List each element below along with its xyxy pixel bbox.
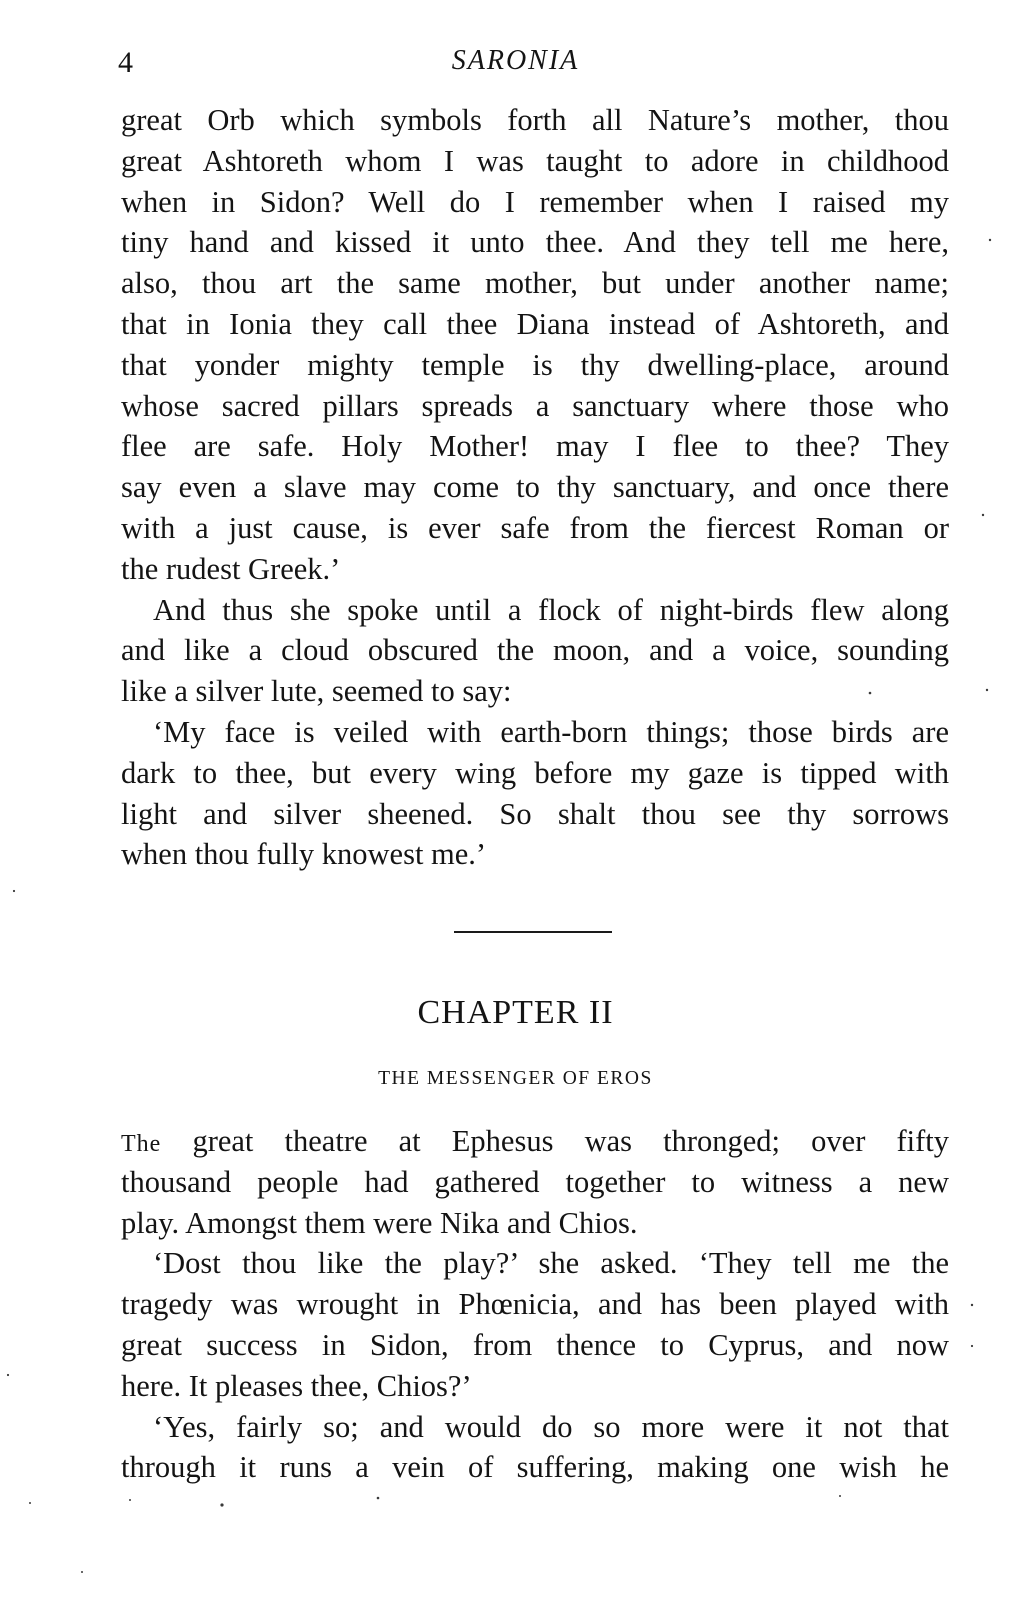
- text-line-fragment: great theatre at Ephesus was thronged; over fifty: [192, 1124, 950, 1158]
- chapter-subtitle: THE MESSENGER OF EROS: [378, 1068, 653, 1089]
- text-line: say even a slave may come to thy sanctuary, and once there: [121, 470, 949, 505]
- text-line: when thou fully knowest me.’: [121, 837, 487, 872]
- speck: [7, 1374, 9, 1376]
- text-line: tiny hand and kissed it unto thee. And they tell me here,: [121, 225, 949, 260]
- section-divider: [454, 931, 612, 933]
- text-line: ‘My face is veiled with earth-born things; those birds are: [153, 714, 949, 749]
- text-line: that yonder mighty temple is thy dwelling-place, around: [121, 347, 949, 382]
- speck: [982, 514, 984, 516]
- speck: [839, 1495, 841, 1497]
- speck: [986, 689, 988, 691]
- text-line: thousand people had gathered together to witness a new: [121, 1164, 949, 1199]
- text-line: light and silver sheened. So shalt thou see thy sorrows: [121, 796, 949, 831]
- text-line: tragedy was wrought in Phœnicia, and has been played with: [121, 1287, 949, 1322]
- text-line: that in Ionia they call thee Diana instead of Ashtoreth, and: [121, 306, 949, 341]
- text-line: dark to thee, but every wing before my gaze is tipped with: [121, 755, 949, 790]
- text-line: like a silver lute, seemed to say:: [121, 674, 512, 709]
- page-number: 4: [118, 46, 133, 79]
- text-line: and like a cloud obscured the moon, and a voice, sounding: [121, 633, 949, 668]
- text-line: the rudest Greek.’: [121, 551, 341, 586]
- text-line: when in Sidon? Well do I remember when I raised my: [121, 184, 949, 219]
- speck: [989, 239, 991, 241]
- speck: [971, 1345, 973, 1347]
- text-line: flee are safe. Holy Mother! may I flee to thee? They: [121, 429, 949, 464]
- speck: [13, 890, 15, 892]
- text-line: play. Amongst them were Nika and Chios.: [121, 1205, 638, 1240]
- opening-line: [121, 1121, 949, 1162]
- bottom-text-block: [121, 1121, 949, 1488]
- text-line: great Orb which symbols forth all Nature’s mother, thou: [121, 103, 949, 137]
- text-line: with a just cause, is ever safe from the fiercest Roman or: [121, 510, 949, 545]
- top-text-block: [121, 100, 949, 875]
- text-line: whose sacred pillars spreads a sanctuary where those who: [121, 388, 949, 423]
- speck: [29, 1502, 31, 1504]
- text-line: And thus she spoke until a flock of night-birds flew along: [153, 592, 949, 627]
- text-line: here. It pleases thee, Chios?’: [121, 1368, 472, 1403]
- speck: [81, 1571, 83, 1573]
- running-head: SARONIA: [451, 45, 580, 76]
- text-line: through it runs a vein of suffering, making one wish he: [121, 1450, 949, 1485]
- speck: [971, 1304, 973, 1306]
- speck: [377, 1497, 380, 1500]
- text-line: great Ashtoreth whom I was taught to adore in childhood: [121, 143, 949, 178]
- text-line: ‘Dost thou like the play?’ she asked. ‘They tell me the: [153, 1246, 949, 1281]
- speck: [220, 1503, 223, 1506]
- text-line: ‘Yes, fairly so; and would do so more were it not that: [153, 1409, 949, 1444]
- chapter-title: CHAPTER II: [417, 994, 614, 1031]
- speck: [129, 1499, 131, 1501]
- opening-word: The: [121, 1131, 162, 1157]
- text-line: also, thou art the same mother, but under another name;: [121, 266, 949, 301]
- text-line: great success in Sidon, from thence to Cyprus, and now: [121, 1327, 949, 1362]
